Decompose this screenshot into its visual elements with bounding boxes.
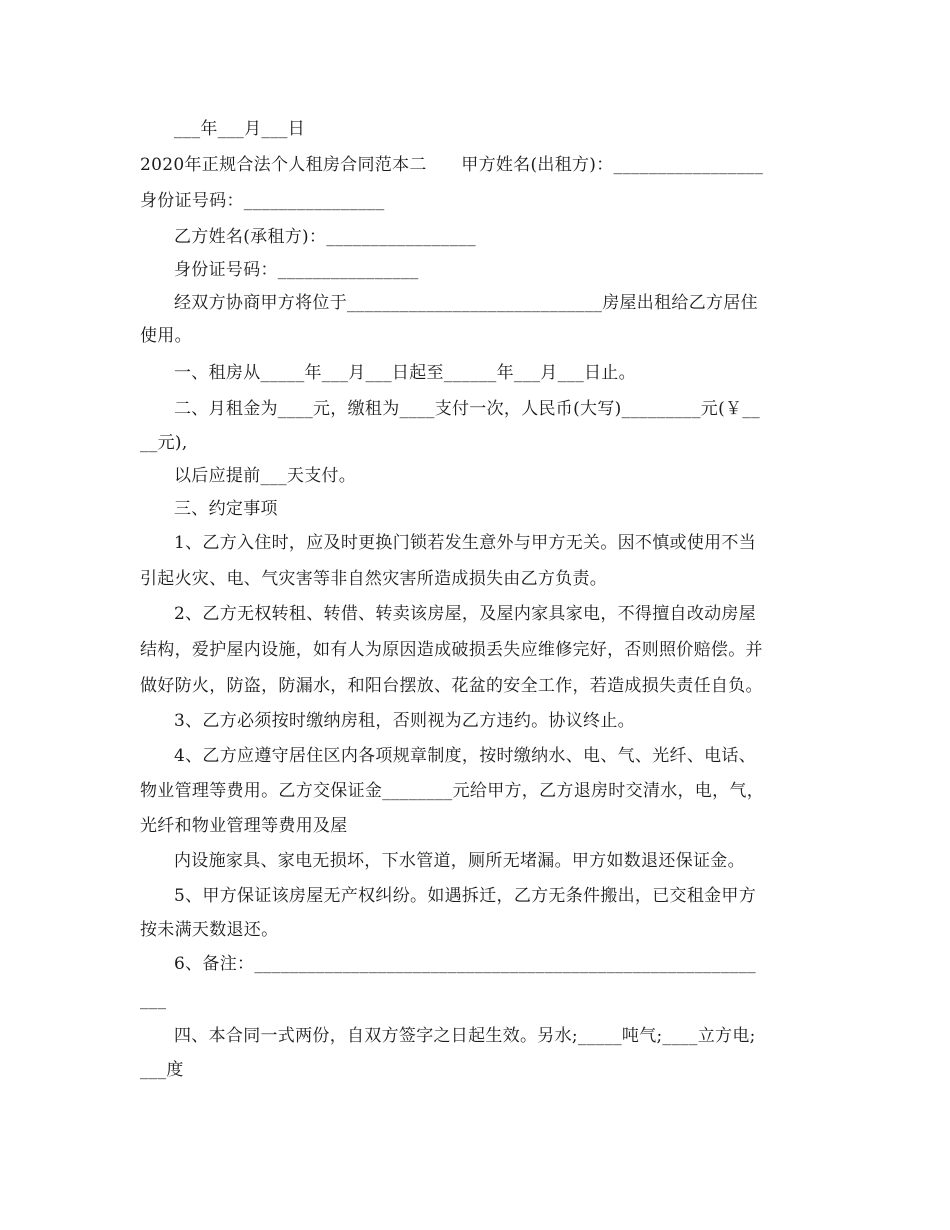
item-4-line-3: 光纤和物业管理等费用及屋 <box>140 816 348 836</box>
tenant-id-line: 身份证号码：________________ <box>174 260 419 280</box>
rent-clause: 二、月租金为____元，缴租为____支付一次，人民币(大写)_________元(￥__ <box>174 399 760 419</box>
item-4-line-1: 4、乙方应遵守居住区内各项规章制度，按时缴纳水、电、气、光纤、电话、 <box>174 746 757 766</box>
item-4-line-4: 内设施家具、家电无损坏，下水管道，厕所无堵漏。甲方如数退还保证金。 <box>174 851 745 871</box>
item-1-line-1: 1、乙方入住时，应及时更换门锁若发生意外与甲方无关。因不慎或使用不当 <box>174 533 757 553</box>
section-4-line-1: 四、本合同一式两份，自双方签字之日起生效。另水;_____吨气;____立方电; <box>174 1026 756 1046</box>
landlord-id-line: 身份证号码：________________ <box>140 191 385 211</box>
item-6-remarks-continued: ___ <box>140 990 167 1010</box>
rent-clause-continued: __元), <box>140 433 188 453</box>
section-4-line-2: ___度 <box>140 1060 184 1080</box>
item-1-line-2: 引起火灾、电、气灾害等非自然灾害所造成损失由乙方负责。 <box>140 569 608 589</box>
item-5-line-2: 按未满天数退还。 <box>140 920 279 940</box>
agreed-items-heading: 三、约定事项 <box>174 499 278 519</box>
item-6-remarks-line: 6、备注：_________________________________________________________ <box>174 954 756 974</box>
tenant-name-line: 乙方姓名(承租方)：_________________ <box>174 227 476 247</box>
item-3-line: 3、乙方必须按时缴纳房租，否则视为乙方违约。协议终止。 <box>174 711 635 731</box>
term-clause: 一、租房从_____年___月___日起至______年___月___日止。 <box>174 363 636 383</box>
property-location-line: 经双方协商甲方将位于_____________________________房屋出租给乙方居住 <box>174 293 758 313</box>
item-4-line-2: 物业管理等费用。乙方交保证金________元给甲方，乙方退房时交清水，电，气， <box>140 781 764 801</box>
date-line: ___年___月___日 <box>174 119 306 139</box>
payment-advance-line: 以后应提前___天支付。 <box>174 466 357 486</box>
item-2-line-3: 做好防火，防盗，防漏水，和阳台摆放、花盆的安全工作，若造成损失责任自负。 <box>140 676 763 696</box>
property-use-line: 使用。 <box>140 326 192 346</box>
item-2-line-1: 2、乙方无权转租、转借、转卖该房屋，及屋内家具家电，不得擅自改动房屋 <box>174 604 757 624</box>
item-5-line-1: 5、甲方保证该房屋无产权纠纷。如遇拆迁，乙方无条件搬出，已交租金甲方 <box>174 886 757 906</box>
title-and-landlord-name: 2020年正规合法个人租房合同范本二 甲方姓名(出租方)：_________________ <box>140 155 764 175</box>
item-2-line-2: 结构，爱护屋内设施，如有人为原因造成破损丢失应维修完好，否则照价赔偿。并 <box>140 640 763 660</box>
